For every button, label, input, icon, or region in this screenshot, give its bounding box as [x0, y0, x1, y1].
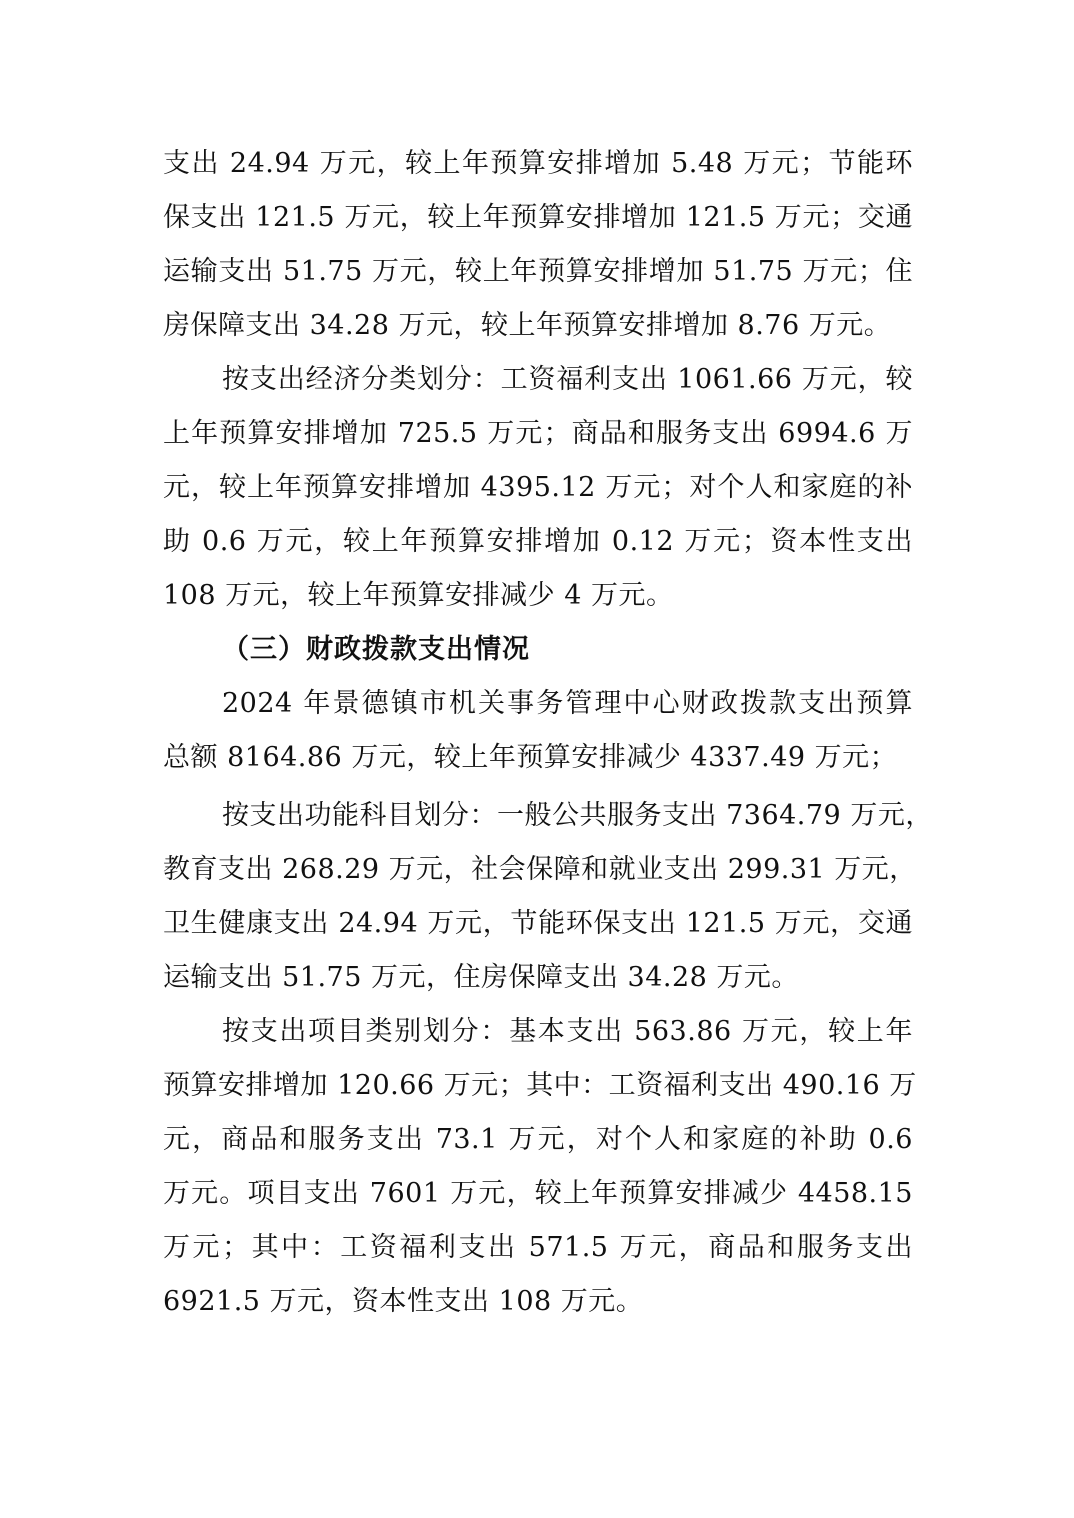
paragraph-2-line-1: 按支出经济分类划分：工资福利支出 1061.66 万元，较: [222, 364, 913, 395]
paragraph-2-line-2: 上年预算安排增加 725.5 万元；商品和服务支出 6994.6 万: [163, 418, 913, 449]
paragraph-5-line-5: 万元；其中：工资福利支出 571.5 万元，商品和服务支出: [163, 1232, 913, 1263]
paragraph-1-line-1: 支出 24.94 万元，较上年预算安排增加 5.48 万元；节能环: [163, 148, 913, 179]
paragraph-2-line-5: 108 万元，较上年预算安排减少 4 万元。: [163, 580, 674, 611]
paragraph-2-line-4: 助 0.6 万元，较上年预算安排增加 0.12 万元；资本性支出: [163, 526, 913, 557]
paragraph-5-line-4: 万元。项目支出 7601 万元，较上年预算安排减少 4458.15: [163, 1178, 913, 1209]
paragraph-4-line-2: 教育支出 268.29 万元，社会保障和就业支出 299.31 万元，: [163, 854, 917, 885]
paragraph-5-line-2: 预算安排增加 120.66 万元；其中：工资福利支出 490.16 万: [163, 1070, 917, 1101]
paragraph-5-line-6: 6921.5 万元，资本性支出 108 万元。: [163, 1286, 644, 1317]
paragraph-3-line-1: 2024 年景德镇市机关事务管理中心财政拨款支出预算: [222, 688, 913, 719]
paragraph-1-line-3: 运输支出 51.75 万元，较上年预算安排增加 51.75 万元；住: [163, 256, 913, 287]
paragraph-2-line-3: 元，较上年预算安排增加 4395.12 万元；对个人和家庭的补: [163, 472, 913, 503]
paragraph-5-line-3: 元，商品和服务支出 73.1 万元，对个人和家庭的补助 0.6: [163, 1124, 913, 1155]
section-heading: （三）财政拨款支出情况: [222, 634, 530, 665]
paragraph-1-line-2: 保支出 121.5 万元，较上年预算安排增加 121.5 万元；交通: [163, 202, 913, 233]
paragraph-4-line-3: 卫生健康支出 24.94 万元，节能环保支出 121.5 万元，交通: [163, 908, 913, 939]
paragraph-4-line-1: 按支出功能科目划分：一般公共服务支出 7364.79 万元，: [222, 800, 933, 831]
paragraph-5-line-1: 按支出项目类别划分：基本支出 563.86 万元，较上年: [222, 1016, 913, 1047]
paragraph-4-line-4: 运输支出 51.75 万元，住房保障支出 34.28 万元。: [163, 962, 799, 993]
paragraph-3-line-2: 总额 8164.86 万元，较上年预算安排减少 4337.49 万元；: [163, 742, 898, 773]
paragraph-1-line-4: 房保障支出 34.28 万元，较上年预算安排增加 8.76 万元。: [163, 310, 892, 341]
